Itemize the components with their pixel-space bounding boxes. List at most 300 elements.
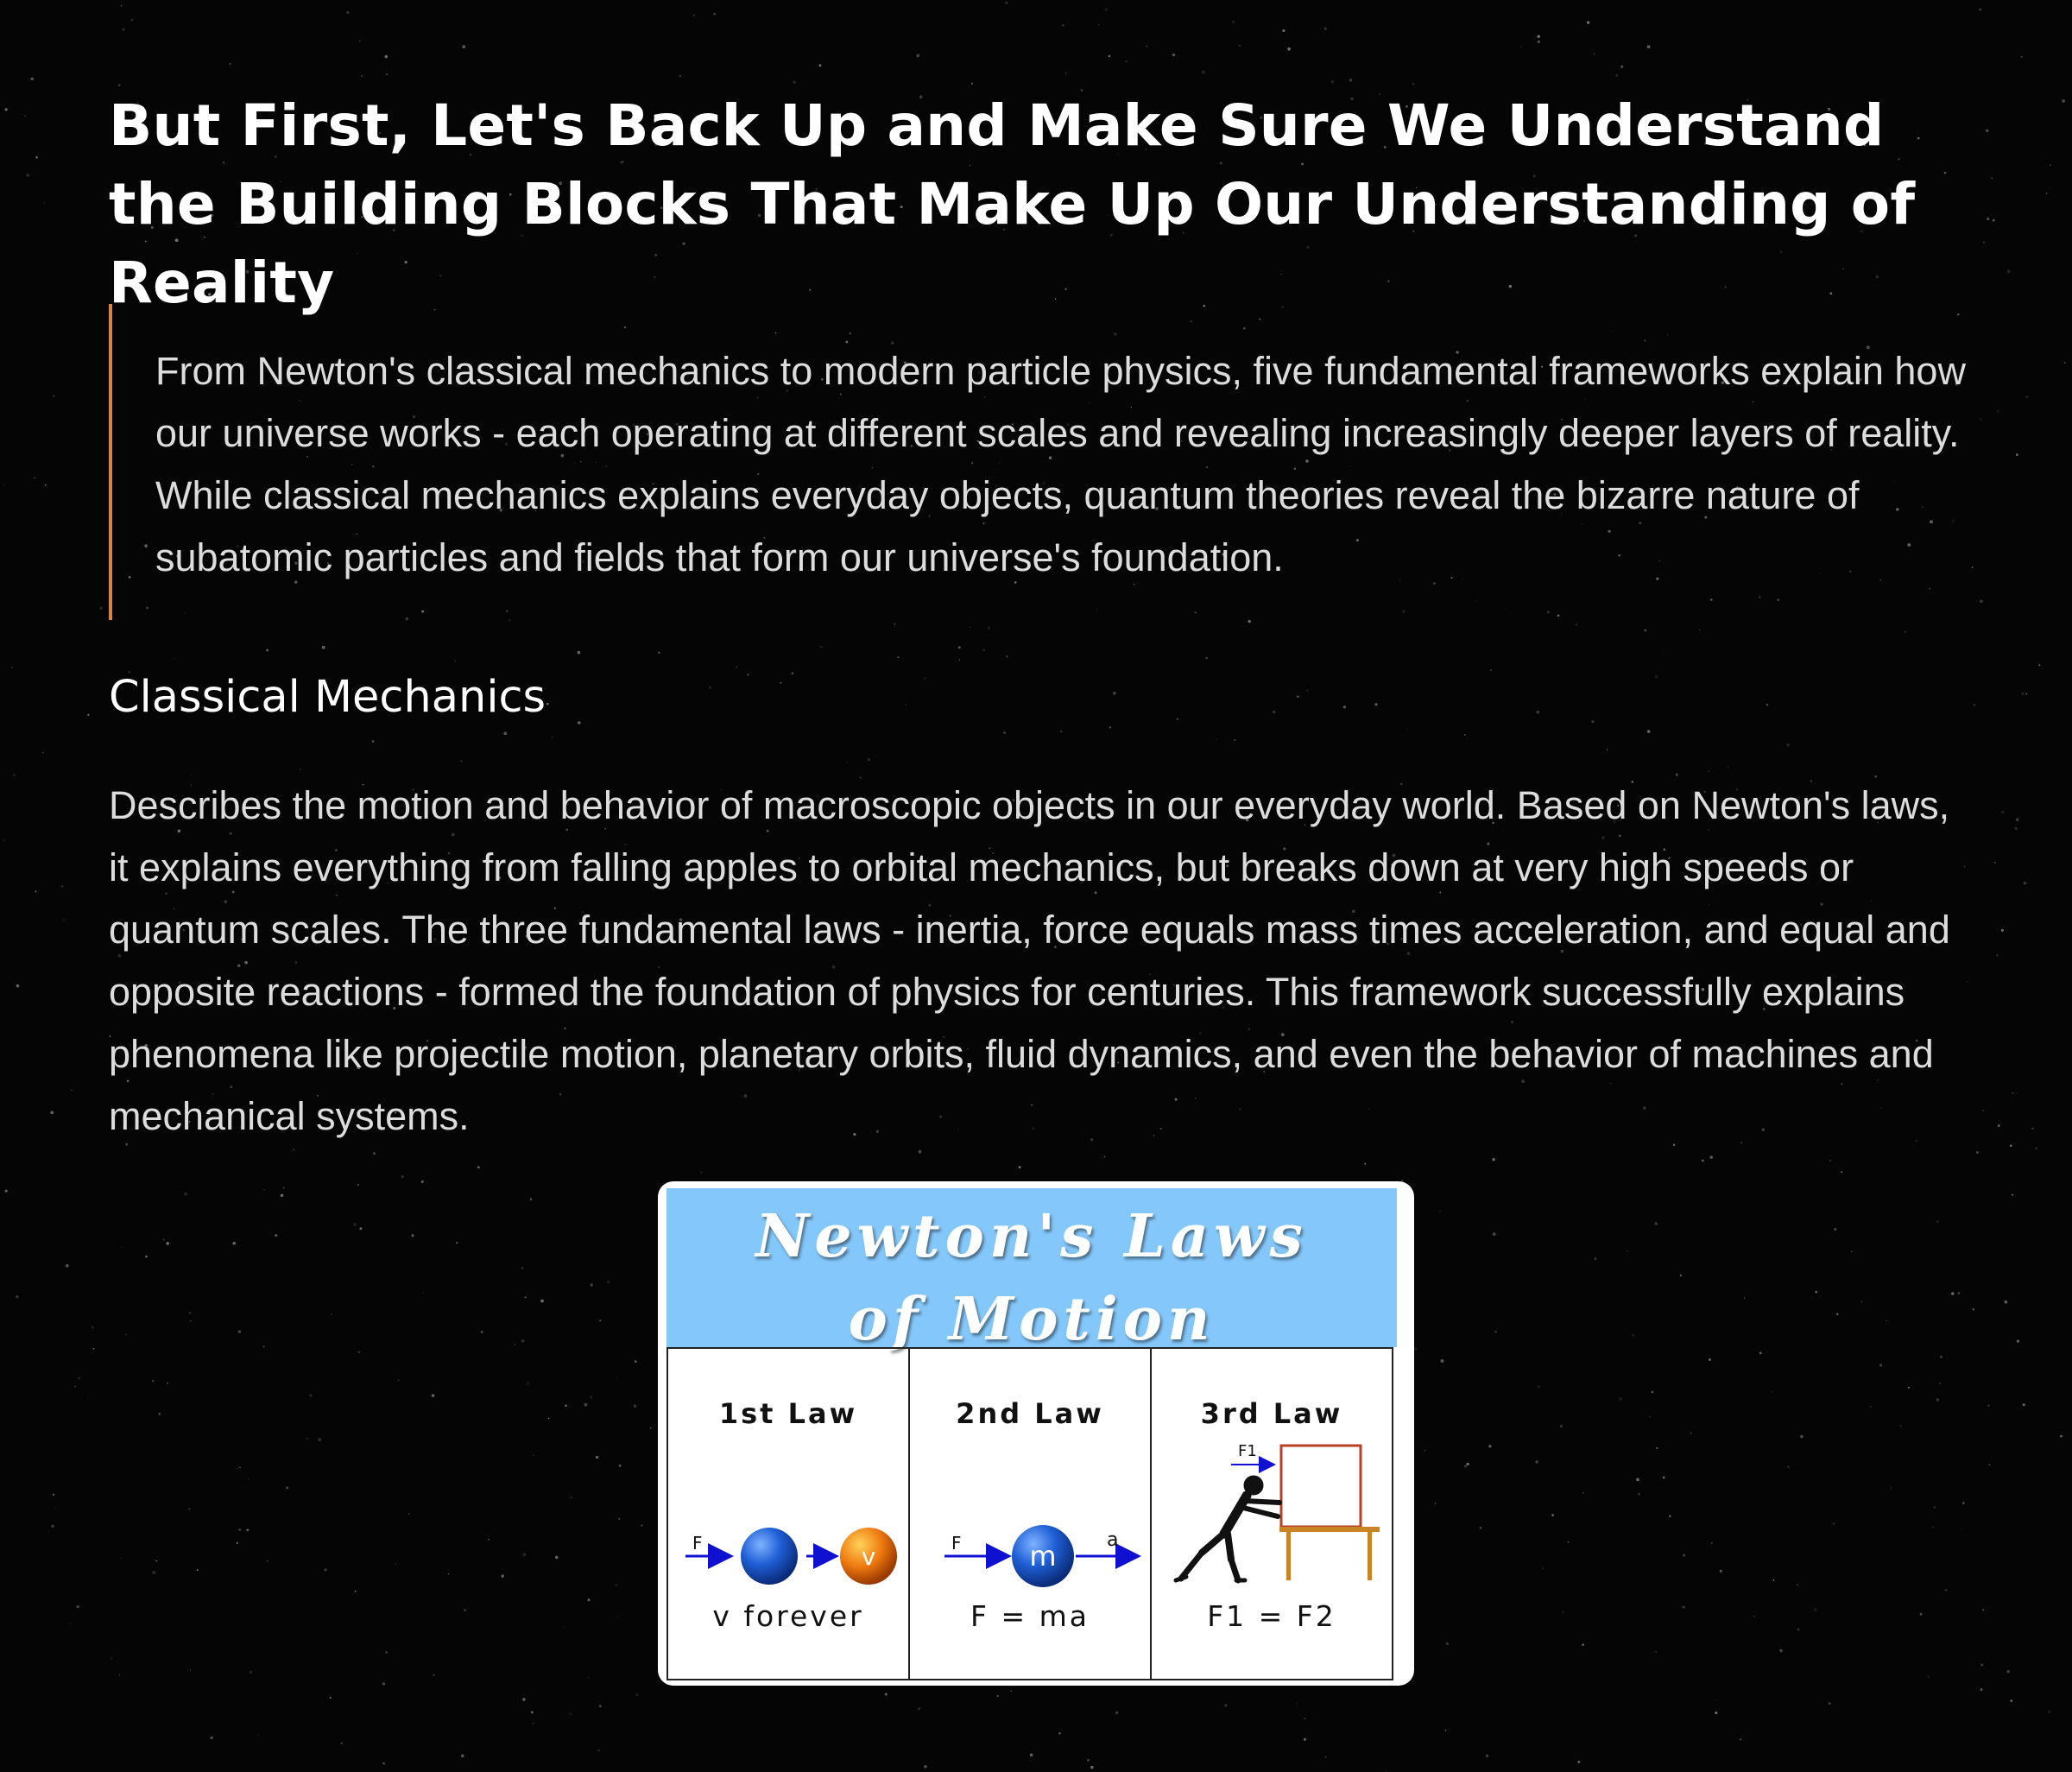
star bbox=[1464, 1465, 1467, 1468]
star bbox=[1537, 35, 1540, 39]
figure-header bbox=[666, 1188, 1397, 1354]
star bbox=[2010, 1144, 2012, 1147]
star bbox=[197, 1569, 199, 1571]
star bbox=[77, 1605, 79, 1608]
star bbox=[121, 1247, 123, 1249]
star bbox=[2046, 193, 2048, 194]
star bbox=[145, 1256, 148, 1258]
star bbox=[51, 1525, 54, 1528]
star bbox=[1936, 1220, 1939, 1223]
pushing-person-icon bbox=[1176, 1476, 1279, 1580]
star bbox=[1972, 566, 1974, 568]
star bbox=[1576, 623, 1578, 626]
star bbox=[1759, 1351, 1762, 1354]
star bbox=[1980, 599, 1983, 603]
star bbox=[1987, 1405, 1989, 1407]
star bbox=[1177, 718, 1178, 720]
star bbox=[300, 769, 301, 770]
star bbox=[237, 1542, 238, 1544]
star bbox=[1297, 696, 1298, 698]
star bbox=[1282, 29, 1285, 32]
star bbox=[11, 667, 13, 668]
star bbox=[1146, 45, 1147, 47]
star bbox=[563, 1626, 564, 1627]
star bbox=[190, 1320, 191, 1321]
star bbox=[121, 1558, 122, 1559]
star bbox=[1669, 1515, 1671, 1517]
box bbox=[1281, 1446, 1361, 1527]
star bbox=[246, 1528, 249, 1531]
star bbox=[1711, 1542, 1713, 1544]
star bbox=[1638, 1493, 1640, 1496]
star bbox=[1720, 1570, 1722, 1573]
star bbox=[1090, 1766, 1093, 1769]
star bbox=[1982, 1110, 1983, 1111]
star bbox=[1520, 46, 1522, 47]
star bbox=[1740, 1738, 1741, 1740]
star bbox=[501, 1574, 503, 1577]
star bbox=[232, 1242, 236, 1245]
star bbox=[521, 1267, 524, 1269]
star bbox=[281, 1194, 284, 1198]
star bbox=[2001, 811, 2004, 813]
star bbox=[1772, 1391, 1773, 1393]
star bbox=[283, 1187, 285, 1189]
star bbox=[616, 1585, 617, 1586]
star bbox=[970, 626, 971, 628]
star bbox=[71, 1623, 72, 1624]
star bbox=[5, 1190, 8, 1193]
star bbox=[1836, 1313, 1839, 1315]
star bbox=[411, 1234, 414, 1237]
star bbox=[1908, 1387, 1910, 1389]
star bbox=[13, 774, 16, 777]
star bbox=[924, 1765, 927, 1769]
star bbox=[267, 1560, 268, 1562]
force-label: F bbox=[692, 1533, 703, 1554]
acceleration-label: a bbox=[1107, 1529, 1119, 1551]
star bbox=[635, 1693, 638, 1696]
star bbox=[2016, 453, 2018, 456]
star bbox=[747, 674, 749, 676]
star bbox=[1006, 655, 1008, 658]
star bbox=[1996, 954, 1998, 956]
star bbox=[1324, 28, 1327, 30]
star bbox=[1287, 47, 1291, 51]
star bbox=[1973, 1308, 1974, 1310]
star bbox=[2017, 1340, 2019, 1343]
star bbox=[1493, 1232, 1496, 1236]
star bbox=[597, 1750, 600, 1752]
intro-paragraph: From Newton's classical mechanics to modern particle physics, five fundamental frameworks explain how our universe works - each operating at different scales and revealing increasingly deeper layers of reality. While classical mechanics explains everyday objects, quantum theories reveal the bizarre nature of subatomic particles and fields that form our universe's foundation. bbox=[155, 349, 1966, 579]
star bbox=[1979, 9, 1981, 11]
star bbox=[1890, 1487, 1892, 1490]
star bbox=[1490, 669, 1492, 671]
star bbox=[275, 1234, 277, 1237]
star bbox=[2035, 1147, 2037, 1149]
star bbox=[1030, 1753, 1033, 1756]
star bbox=[1109, 726, 1112, 729]
star bbox=[263, 1189, 264, 1190]
force-label: F bbox=[951, 1533, 962, 1554]
mass-label: m bbox=[1029, 1540, 1057, 1573]
star bbox=[1594, 1257, 1596, 1260]
star bbox=[382, 1682, 385, 1685]
star bbox=[1988, 1464, 1990, 1465]
star bbox=[1787, 744, 1790, 746]
newtons-laws-figure bbox=[658, 1181, 1414, 1686]
star bbox=[324, 1568, 326, 1571]
star bbox=[1716, 1699, 1717, 1700]
star bbox=[1412, 83, 1414, 85]
star bbox=[584, 1403, 588, 1407]
law-title: 2nd Law bbox=[956, 1397, 1104, 1430]
star bbox=[3, 839, 5, 841]
star bbox=[1364, 1162, 1366, 1164]
star bbox=[461, 1755, 464, 1758]
star bbox=[527, 1383, 529, 1385]
star bbox=[1273, 711, 1276, 714]
star bbox=[1787, 1466, 1789, 1468]
star bbox=[1994, 862, 1996, 864]
star bbox=[1239, 45, 1241, 47]
star bbox=[2060, 1435, 2063, 1438]
star bbox=[894, 623, 895, 624]
star bbox=[63, 919, 65, 921]
star bbox=[1582, 1492, 1584, 1494]
star bbox=[481, 1331, 483, 1333]
star bbox=[1652, 1391, 1654, 1394]
star bbox=[464, 1609, 466, 1611]
star bbox=[401, 1175, 403, 1178]
law-equation: v forever bbox=[712, 1599, 864, 1633]
star bbox=[1951, 1292, 1954, 1294]
star bbox=[1492, 1158, 1494, 1161]
star bbox=[122, 28, 124, 30]
star bbox=[1655, 1651, 1656, 1652]
star bbox=[1879, 1364, 1882, 1366]
star bbox=[548, 1418, 550, 1420]
star bbox=[16, 1295, 18, 1298]
law-equation: F = ma bbox=[970, 1599, 1090, 1633]
velocity-label: v bbox=[861, 1542, 876, 1571]
star bbox=[488, 1539, 490, 1541]
star bbox=[555, 1556, 559, 1560]
star bbox=[997, 1695, 999, 1697]
star bbox=[2007, 270, 2011, 274]
star bbox=[1773, 1579, 1775, 1581]
star bbox=[1928, 1676, 1930, 1678]
star bbox=[530, 1198, 533, 1200]
star bbox=[818, 64, 821, 66]
star bbox=[66, 1264, 69, 1268]
star bbox=[1998, 410, 1999, 411]
star bbox=[1980, 1664, 1983, 1667]
star bbox=[423, 1293, 424, 1294]
star bbox=[239, 1467, 241, 1469]
star bbox=[578, 651, 581, 655]
star bbox=[1439, 1211, 1441, 1212]
star bbox=[359, 1227, 362, 1230]
star bbox=[1374, 703, 1377, 706]
star bbox=[1619, 1397, 1622, 1401]
star bbox=[454, 661, 456, 662]
table-leg-right bbox=[1368, 1532, 1372, 1580]
star bbox=[1105, 8, 1108, 10]
star bbox=[87, 1399, 89, 1401]
star bbox=[1536, 711, 1539, 714]
star bbox=[546, 703, 549, 706]
star bbox=[2025, 396, 2028, 398]
star bbox=[2064, 362, 2066, 364]
star bbox=[1224, 1704, 1227, 1706]
star bbox=[2001, 929, 2004, 932]
law-title: 1st Law bbox=[718, 1397, 858, 1430]
star bbox=[1744, 1297, 1745, 1298]
star bbox=[1551, 1514, 1554, 1516]
star bbox=[897, 656, 899, 658]
star bbox=[184, 1193, 187, 1196]
star bbox=[456, 1242, 458, 1244]
star bbox=[1424, 1450, 1425, 1451]
table-top bbox=[1279, 1527, 1380, 1532]
star bbox=[1304, 1738, 1306, 1741]
star bbox=[79, 1377, 80, 1379]
star bbox=[2006, 1670, 2010, 1674]
star bbox=[1644, 630, 1646, 632]
star bbox=[1974, 704, 1976, 706]
star bbox=[386, 73, 388, 75]
star bbox=[433, 1674, 435, 1677]
star bbox=[1932, 1527, 1934, 1528]
star bbox=[1562, 1611, 1564, 1614]
star bbox=[1728, 767, 1729, 769]
star bbox=[1766, 704, 1768, 706]
star bbox=[24, 116, 25, 117]
star bbox=[1232, 21, 1235, 23]
star bbox=[1560, 1425, 1563, 1427]
star bbox=[596, 1456, 598, 1459]
star bbox=[868, 758, 870, 761]
star bbox=[531, 1712, 534, 1714]
star bbox=[1779, 1649, 1782, 1652]
star bbox=[1535, 1460, 1538, 1464]
star bbox=[1542, 1567, 1545, 1570]
star bbox=[1663, 1477, 1665, 1479]
star bbox=[346, 11, 349, 14]
star bbox=[1829, 1702, 1831, 1705]
law-cell-second bbox=[910, 1349, 1152, 1679]
star bbox=[357, 1184, 359, 1186]
star bbox=[1702, 1160, 1704, 1162]
star bbox=[1062, 24, 1064, 26]
star bbox=[1683, 1554, 1685, 1557]
star bbox=[1870, 1406, 1872, 1408]
star bbox=[971, 83, 973, 85]
star bbox=[1841, 1171, 1842, 1173]
star bbox=[1616, 74, 1619, 77]
star bbox=[262, 1346, 264, 1348]
star bbox=[238, 1330, 241, 1332]
star bbox=[916, 54, 919, 57]
star bbox=[1445, 1730, 1446, 1731]
star bbox=[1591, 720, 1594, 723]
star bbox=[266, 649, 268, 652]
star bbox=[1205, 657, 1207, 659]
star bbox=[1976, 1151, 1979, 1154]
force1-label: F1 bbox=[1238, 1442, 1257, 1460]
star bbox=[5, 108, 8, 111]
star bbox=[793, 80, 796, 84]
star bbox=[607, 1280, 610, 1283]
star bbox=[1406, 729, 1407, 730]
page-title: But First, Let's Back Up and Make Sure We Understand the Building Blocks That Make Up Our Understanding of Reality bbox=[109, 92, 1916, 316]
star bbox=[53, 395, 54, 396]
star bbox=[1464, 734, 1466, 736]
star bbox=[71, 1089, 73, 1091]
star bbox=[1010, 1690, 1012, 1692]
star bbox=[125, 1333, 127, 1335]
star bbox=[1945, 1589, 1948, 1592]
star bbox=[1851, 1251, 1853, 1253]
star bbox=[1834, 1228, 1836, 1231]
star bbox=[188, 1508, 190, 1509]
star bbox=[619, 1465, 622, 1467]
star bbox=[190, 1669, 191, 1670]
star bbox=[988, 627, 990, 630]
star bbox=[318, 1438, 321, 1441]
star bbox=[1304, 1718, 1306, 1719]
star bbox=[1466, 1463, 1469, 1465]
star bbox=[1920, 1613, 1923, 1616]
star bbox=[658, 651, 660, 653]
star bbox=[1113, 692, 1116, 695]
star bbox=[1441, 1359, 1444, 1363]
star bbox=[1709, 1358, 1711, 1361]
star bbox=[42, 752, 44, 754]
star bbox=[230, 63, 231, 65]
star bbox=[372, 740, 375, 743]
star bbox=[1709, 770, 1710, 772]
star bbox=[155, 1560, 157, 1562]
star bbox=[432, 1394, 434, 1396]
star bbox=[2025, 693, 2027, 695]
star bbox=[34, 477, 35, 478]
star bbox=[91, 1326, 94, 1329]
star bbox=[522, 1698, 526, 1701]
star bbox=[925, 678, 926, 680]
star bbox=[982, 649, 985, 651]
star bbox=[1980, 1688, 1983, 1691]
laws-grid bbox=[666, 1347, 1393, 1680]
star bbox=[2021, 56, 2023, 58]
star bbox=[847, 762, 848, 763]
star bbox=[1343, 706, 1346, 708]
star bbox=[1577, 1761, 1580, 1763]
star bbox=[3, 484, 5, 485]
star bbox=[2031, 1128, 2033, 1130]
star bbox=[1860, 1301, 1863, 1303]
star bbox=[532, 1722, 534, 1724]
star bbox=[50, 1111, 54, 1115]
star bbox=[382, 1763, 385, 1765]
star bbox=[1800, 1435, 1803, 1438]
law-equation: F1 = F2 bbox=[1207, 1599, 1336, 1633]
star bbox=[121, 5, 123, 7]
law-cell-third bbox=[1152, 1349, 1392, 1679]
star bbox=[1632, 1334, 1634, 1337]
star bbox=[1833, 1523, 1834, 1524]
star bbox=[693, 15, 695, 16]
star bbox=[250, 1671, 252, 1674]
star bbox=[1486, 1755, 1488, 1757]
star bbox=[341, 1743, 343, 1744]
star bbox=[1715, 1712, 1717, 1714]
star bbox=[1098, 24, 1099, 25]
star bbox=[1126, 60, 1128, 62]
star bbox=[1936, 1398, 1939, 1402]
star bbox=[618, 1518, 620, 1520]
star bbox=[1582, 1643, 1584, 1646]
star bbox=[1331, 80, 1334, 83]
star bbox=[1654, 1222, 1657, 1225]
star bbox=[306, 1438, 307, 1439]
star bbox=[599, 1705, 602, 1707]
star bbox=[353, 1223, 357, 1226]
law-cell-first bbox=[668, 1349, 910, 1679]
star bbox=[1567, 1541, 1569, 1543]
star bbox=[2023, 1403, 2025, 1406]
star bbox=[1680, 1275, 1682, 1276]
star bbox=[2012, 1092, 2014, 1094]
star bbox=[1087, 1759, 1090, 1762]
star bbox=[1940, 1356, 1942, 1358]
star bbox=[355, 1591, 357, 1592]
star bbox=[679, 75, 681, 77]
star bbox=[330, 1697, 332, 1699]
star bbox=[616, 1377, 618, 1379]
star bbox=[74, 1386, 76, 1388]
star bbox=[1982, 1609, 1984, 1611]
star bbox=[167, 1383, 168, 1384]
star bbox=[1386, 1770, 1387, 1771]
star bbox=[45, 484, 47, 486]
section-heading: Classical Mechanics bbox=[109, 672, 546, 723]
star bbox=[119, 1674, 120, 1675]
star bbox=[130, 19, 133, 22]
figure-title bbox=[666, 1195, 1397, 1361]
star bbox=[408, 1513, 410, 1515]
star bbox=[30, 78, 34, 81]
law-title: 3rd Law bbox=[1200, 1397, 1343, 1430]
figure-title-line-1: Newton's Laws bbox=[755, 1202, 1308, 1271]
star bbox=[1538, 1385, 1540, 1388]
star bbox=[61, 885, 63, 887]
star bbox=[588, 1677, 590, 1679]
star bbox=[322, 646, 325, 649]
star bbox=[1993, 219, 1995, 222]
star bbox=[1019, 1166, 1021, 1168]
star bbox=[384, 55, 388, 59]
section-body: Describes the motion and behavior of macroscopic objects in our everyday world. Based on Newton's laws, it explains everything from falling apples to orbital mechanics, but breaks down at very high speeds or quantum scales. The three fundamental laws - inertia, force equals mass times acceleration, and equal and opposite reactions - formed the foundation of physics for centuries. This framework successfully explains phenomena like projectile motion, planetary orbits, fluid dynamics, and even the behavior of machines and mechanical systems. bbox=[109, 783, 1950, 1138]
star bbox=[736, 666, 737, 668]
star bbox=[1234, 739, 1235, 741]
star bbox=[462, 45, 465, 48]
star bbox=[99, 607, 102, 610]
star bbox=[634, 1404, 637, 1408]
star bbox=[159, 1413, 161, 1414]
star bbox=[1248, 620, 1251, 623]
